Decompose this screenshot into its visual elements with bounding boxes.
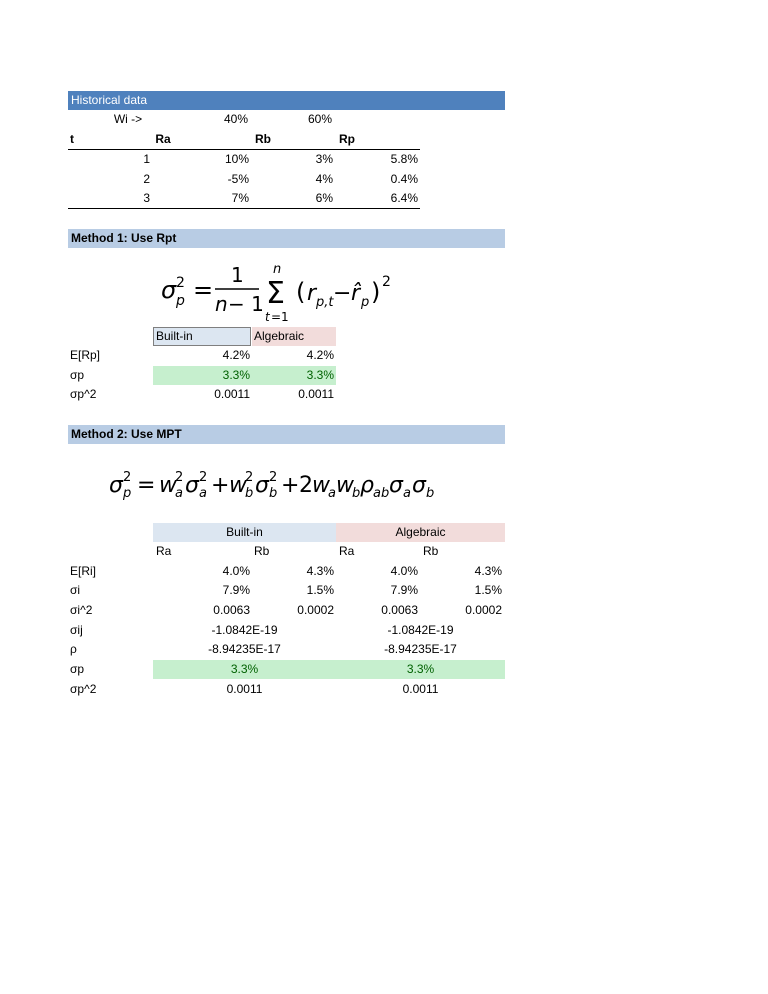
table-row-ra: 7% xyxy=(231,191,249,205)
sigma-p-algebraic: 3.3% xyxy=(406,662,435,676)
svg-text:σ: σ xyxy=(109,473,123,498)
col-header-rp: Rp xyxy=(339,132,355,146)
method1-algebraic-value: 3.3% xyxy=(306,368,334,382)
method2-algebraic-rb: 1.5% xyxy=(474,583,502,597)
method1-algebraic-value: 0.0011 xyxy=(298,387,334,401)
method2-sub-ra: Ra xyxy=(339,544,355,558)
svg-text:a: a xyxy=(403,486,411,501)
method1-builtin-value: 3.3% xyxy=(222,368,250,382)
svg-text:Σ: Σ xyxy=(266,276,285,311)
svg-text:t: t xyxy=(265,310,270,324)
svg-text:σ: σ xyxy=(161,276,177,304)
table-row-t: 1 xyxy=(143,152,150,166)
svg-text:− 1: − 1 xyxy=(228,292,264,316)
method2-builtin-ra: 4.0% xyxy=(222,564,250,578)
method1-builtin-value: 4.2% xyxy=(222,348,250,362)
weight-b: 60% xyxy=(307,112,333,126)
method2-algebraic-header: Algebraic xyxy=(336,523,505,542)
svg-text:w: w xyxy=(336,473,354,498)
svg-text:w: w xyxy=(159,473,177,498)
svg-text:b: b xyxy=(352,486,361,501)
svg-text:w: w xyxy=(229,473,247,498)
svg-text:2: 2 xyxy=(269,470,278,485)
table-row-ra: -5% xyxy=(227,172,249,186)
svg-text:a: a xyxy=(328,486,336,501)
sigma-ij-algebraic: -1.0842E-19 xyxy=(387,623,454,637)
sigma-p2-algebraic: 0.0011 xyxy=(402,682,439,696)
sigma-ij-label: σij xyxy=(70,623,83,637)
method1-row-label: σp^2 xyxy=(70,387,97,401)
method2-algebraic-rb: 4.3% xyxy=(474,564,502,578)
method2-row-label: σi^2 xyxy=(70,603,93,617)
method2-builtin-ra: 7.9% xyxy=(222,583,250,597)
rho-algebraic: -8.94235E-17 xyxy=(384,642,457,656)
sigma-p2-builtin: 0.0011 xyxy=(226,682,263,696)
method2-sub-rb: Rb xyxy=(423,544,439,558)
method1-algebraic-value: 4.2% xyxy=(306,348,334,362)
svg-text:σ: σ xyxy=(389,473,403,498)
svg-text:2: 2 xyxy=(175,470,184,485)
svg-text:1: 1 xyxy=(231,263,244,287)
svg-text:p,t: p,t xyxy=(316,295,334,310)
svg-text:b: b xyxy=(245,486,254,501)
method2-builtin-rb: 1.5% xyxy=(306,583,334,597)
svg-text:=1: =1 xyxy=(271,310,289,324)
svg-text:2: 2 xyxy=(245,470,254,485)
sigma-p-label: σp xyxy=(70,662,85,676)
col-header-t: t xyxy=(70,132,74,146)
method2-header: Method 2: Use MPT xyxy=(68,425,505,444)
svg-text:(: ( xyxy=(296,278,306,306)
method1-row-label: E[Rp] xyxy=(70,348,101,362)
method2-algebraic-ra: 7.9% xyxy=(390,583,418,597)
svg-text:p: p xyxy=(361,295,370,310)
method2-algebraic-ra: 0.0063 xyxy=(381,603,418,617)
sigma-p2-label: σp^2 xyxy=(70,682,97,696)
svg-text:): ) xyxy=(371,278,381,306)
historical-data-header: Historical data xyxy=(68,91,505,110)
svg-text:2: 2 xyxy=(382,274,391,290)
method2-sub-rb: Rb xyxy=(254,544,270,558)
method1-algebraic-header: Algebraic xyxy=(252,327,336,346)
table-row-ra: 10% xyxy=(224,152,249,166)
table-row-rp: 6.4% xyxy=(390,191,418,205)
col-header-rb: Rb xyxy=(255,132,271,146)
sigma-ij-builtin: -1.0842E-19 xyxy=(211,623,278,637)
svg-text:σ: σ xyxy=(185,473,199,498)
method2-builtin-header: Built-in xyxy=(153,523,336,542)
method2-builtin-rb: 4.3% xyxy=(306,564,334,578)
svg-text:2: 2 xyxy=(123,470,132,485)
weights-label: Wi -> xyxy=(113,112,143,126)
svg-text:r̂: r̂ xyxy=(351,281,361,306)
method1-builtin-header: Built-in xyxy=(153,327,251,346)
svg-text:a: a xyxy=(175,486,183,501)
table-row-rb: 3% xyxy=(315,152,333,166)
svg-text:b: b xyxy=(426,486,435,501)
method2-row-label: E[Ri] xyxy=(70,564,97,578)
svg-text:2: 2 xyxy=(299,473,313,498)
table-row-t: 3 xyxy=(143,191,150,205)
svg-text:2: 2 xyxy=(199,470,208,485)
rho-label: ρ xyxy=(70,642,77,656)
svg-text:p: p xyxy=(123,486,132,501)
table-row-rb: 4% xyxy=(315,172,333,186)
method1-builtin-value: 0.0011 xyxy=(214,387,250,401)
table-row-rb: 6% xyxy=(315,191,333,205)
svg-text:ρ: ρ xyxy=(360,473,374,498)
method1-row-label: σp xyxy=(70,368,85,382)
svg-text:=: = xyxy=(193,276,214,304)
svg-text:p: p xyxy=(176,293,185,309)
svg-text:σ: σ xyxy=(255,473,269,498)
svg-text:r: r xyxy=(307,281,317,306)
method1-formula xyxy=(155,256,405,324)
svg-text:n: n xyxy=(215,292,228,316)
svg-text:ab: ab xyxy=(373,486,390,501)
col-header-ra: Ra xyxy=(155,132,171,146)
svg-text:a: a xyxy=(199,486,207,501)
method2-builtin-rb: 0.0002 xyxy=(297,603,334,617)
method2-row-label: σi xyxy=(70,583,81,597)
svg-text:−: − xyxy=(333,281,352,306)
svg-text:+: + xyxy=(211,473,230,498)
method1-header: Method 1: Use Rpt xyxy=(68,229,505,248)
method2-algebraic-rb: 0.0002 xyxy=(465,603,502,617)
svg-text:2: 2 xyxy=(176,275,185,291)
method2-builtin-ra: 0.0063 xyxy=(213,603,250,617)
table-row-rp: 0.4% xyxy=(390,172,418,186)
svg-text:w: w xyxy=(312,473,330,498)
weight-a: 40% xyxy=(223,112,249,126)
svg-text:+: + xyxy=(281,473,300,498)
svg-text:b: b xyxy=(269,486,278,501)
table-row-rp: 5.8% xyxy=(390,152,418,166)
sigma-p-builtin: 3.3% xyxy=(230,662,259,676)
rho-builtin: -8.94235E-17 xyxy=(208,642,281,656)
table-row-t: 2 xyxy=(143,172,150,186)
method2-sub-ra: Ra xyxy=(156,544,172,558)
svg-text:σ: σ xyxy=(412,473,426,498)
svg-text:n: n xyxy=(273,262,282,277)
method2-formula xyxy=(105,462,455,506)
svg-text:=: = xyxy=(137,473,156,498)
method2-algebraic-ra: 4.0% xyxy=(390,564,418,578)
table-bottom-rule xyxy=(68,208,420,209)
